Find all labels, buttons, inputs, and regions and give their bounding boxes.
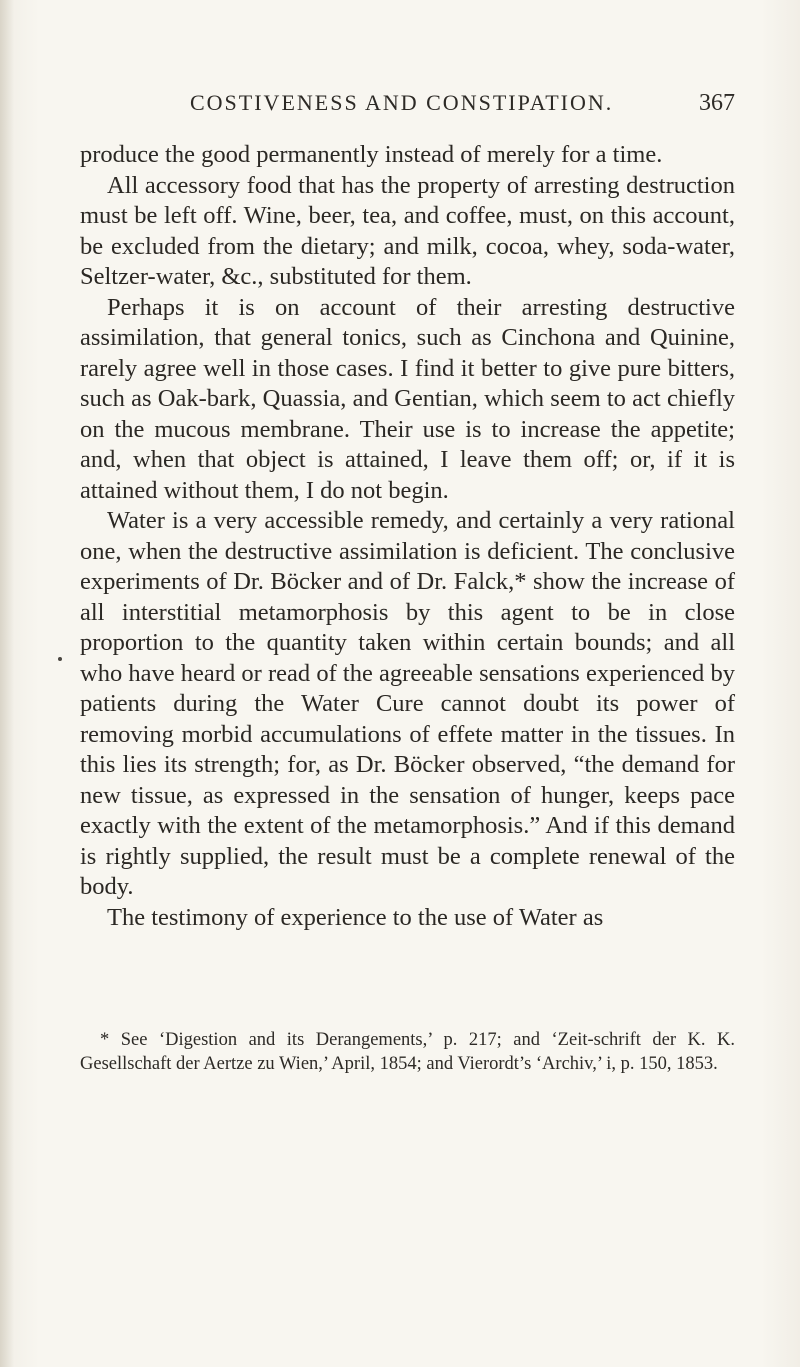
paragraph-testimony: The testimony of experience to the use of Water as [107, 903, 604, 931]
page-number: 367 [699, 90, 735, 116]
paragraph-tonics: Perhaps it is on account of their arresting destructive assimilation, that general tonics, such as Cinchona and Quinine, rarely agree well in those cases. I find it better to give pure bitters, such as Oak-bark, Quassia, and Gentian, which seem to act chiefly on the mucous membrane. Their use is to increase the appetite; and, when that object is attained, I leave them off; or, if it is attained without them, I do not begin. [80, 293, 735, 504]
body-text [80, 140, 735, 933]
margin-mark [58, 657, 62, 661]
page-header [190, 90, 735, 120]
paragraph-water: Water is a very accessible remedy, and certainly a very rational one, when the destructive assimilation is deficient. The conclusive experiments of Dr. Böcker and of Dr. Falck,* show the increase of all interstitial metamorphosis by this agent to be in close proportion to the quantity taken within certain bounds; and all who have heard or read of the agreeable sensations experienced by patients during the Water Cure cannot doubt its power of removing morbid accumulations of effete matter in the tissues. In this lies its strength; for, as Dr. Böcker observed, “the demand for new tissue, as expressed in the sensation of hunger, keeps pace exactly with the extent of the metamorphosis.” And if this demand is rightly supplied, the result must be a complete renewal of the body. [80, 507, 735, 900]
running-head: COSTIVENESS AND CONSTIPATION. [190, 90, 614, 115]
paragraph-accessory-food: All accessory food that has the property of arresting destruction must be left off. Wine, beer, tea, and coffee, must, on this account, be excluded from the dietary; and milk, cocoa, whey, soda-water, Seltzer-water, &c., substituted for them. [80, 171, 735, 290]
footnote: * See ‘Digestion and its Derangements,’ p. 217; and ‘Zeit-schrift der K. K. Gesellschaft der Aertze zu Wien,’ April, 1854; and Vierordt’s ‘Archiv,’ i, p. 150, 1853. [80, 1030, 735, 1074]
page-edge-shadow [0, 0, 14, 1367]
paragraph-continued: produce the good permanently instead of merely for a time. [80, 141, 663, 168]
